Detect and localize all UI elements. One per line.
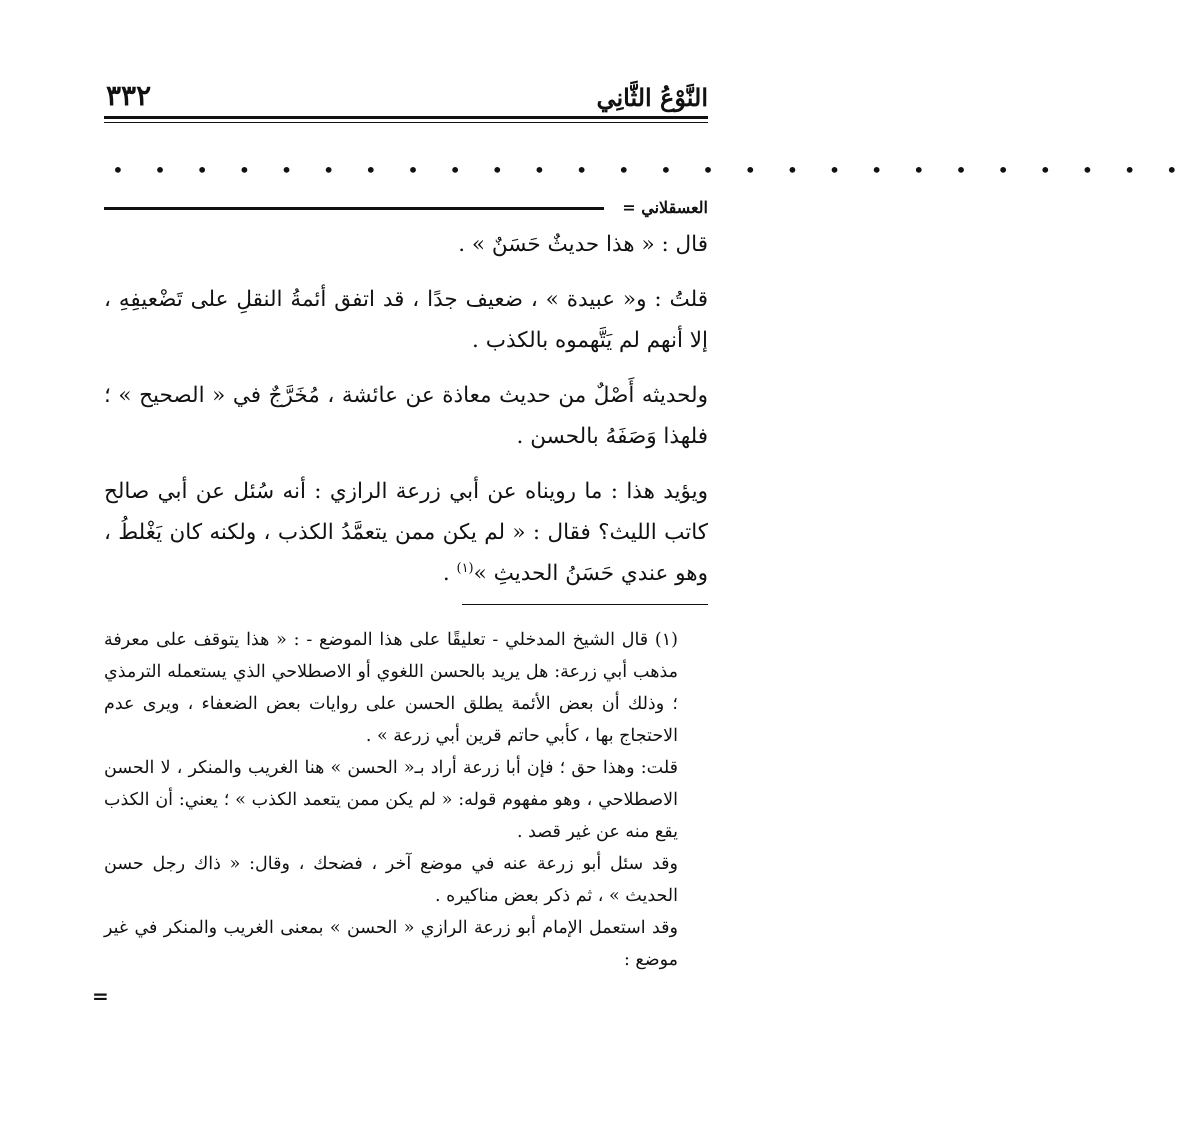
header-rule-thin <box>104 122 708 123</box>
page-header <box>106 72 708 112</box>
commentator-label: العسقلاني = <box>622 198 708 217</box>
main-paragraph-end: . <box>442 561 457 586</box>
commentator-rule <box>104 207 604 210</box>
main-paragraph: ولحديثه أَصْلٌ من حديث معاذة عن عائشة ، مُخَرَّجٌ في « الصحيح » ؛ فلهذا وَصَفَهُ بالحسن . <box>104 383 708 449</box>
footnote-paragraph: وقد استعمل الإمام أبو زرعة الرازي « الحسن » بمعنى الغريب والمنكر في غير موضع : <box>104 918 678 970</box>
header-rule <box>104 116 708 119</box>
footnotes <box>104 624 708 976</box>
main-paragraph-text: ويؤيد هذا : ما رويناه عن أبي زرعة الرازي : أنه سُئل عن أبي صالح كاتب الليث؟ فقال : « لم يكن ممن يتعمَّدُ الكذب ، ولكنه كان يَغْلطُ ، وهو عندي حَسَنُ الحديثِ » <box>104 479 708 586</box>
footnote-paragraph: قلت: وهذا حق ؛ فإن أبا زرعة أراد بـ« الحسن » هنا الغريب والمنكر ، لا الحسن الاصطلاحي ، وهو مفهوم قوله: « لم يكن ممن يتعمد الكذب » ؛ يعني: أن الكذب يقع منه عن غير قصد . <box>104 758 678 842</box>
footnote-paragraph: وقد سئل أبو زرعة عنه في موضع آخر ، فضحك ، وقال: « ذاك رجل حسن الحديث » ، ثم ذكر بعض مناكيره . <box>104 854 678 906</box>
running-title: النَّوْعُ الثَّانِي <box>596 83 708 112</box>
main-text <box>104 224 708 608</box>
continuation-mark: = <box>92 984 109 1008</box>
main-paragraph-last <box>104 471 708 594</box>
main-paragraph: قلتُ : و« عبيدة » ، ضعيف جدًا ، قد اتفق أئمةُ النقلِ على تَضْعيفِهِ ، إلا أنهم لم يَتَّهموه بالكذب . <box>104 287 708 353</box>
section-separator-dots: • • • • • • • • • • • • • • • • • • • • • • • • • • <box>112 158 1190 182</box>
page-number: ٣٣٢ <box>106 79 152 112</box>
footnote-paragraph: (١) قال الشيخ المدخلي - تعليقًا على هذا الموضع - : « هذا يتوقف على معرفة مذهب أبي زرعة: هل يريد بالحسن اللغوي أو الاصطلاحي الذي يستعمله الترمذي ؛ وذلك أن بعض الأئمة يطلق الحسن على روايات بعض الضعفاء ، ويرى عدم الاحتجاج بها ، كأبي حاتم قرين أبي زرعة » . <box>104 630 678 746</box>
footnote-rule <box>462 604 708 605</box>
footnote-reference[interactable]: (١) <box>456 560 474 576</box>
main-paragraph: قال : « هذا حديثٌ حَسَنٌ » . <box>458 232 708 257</box>
